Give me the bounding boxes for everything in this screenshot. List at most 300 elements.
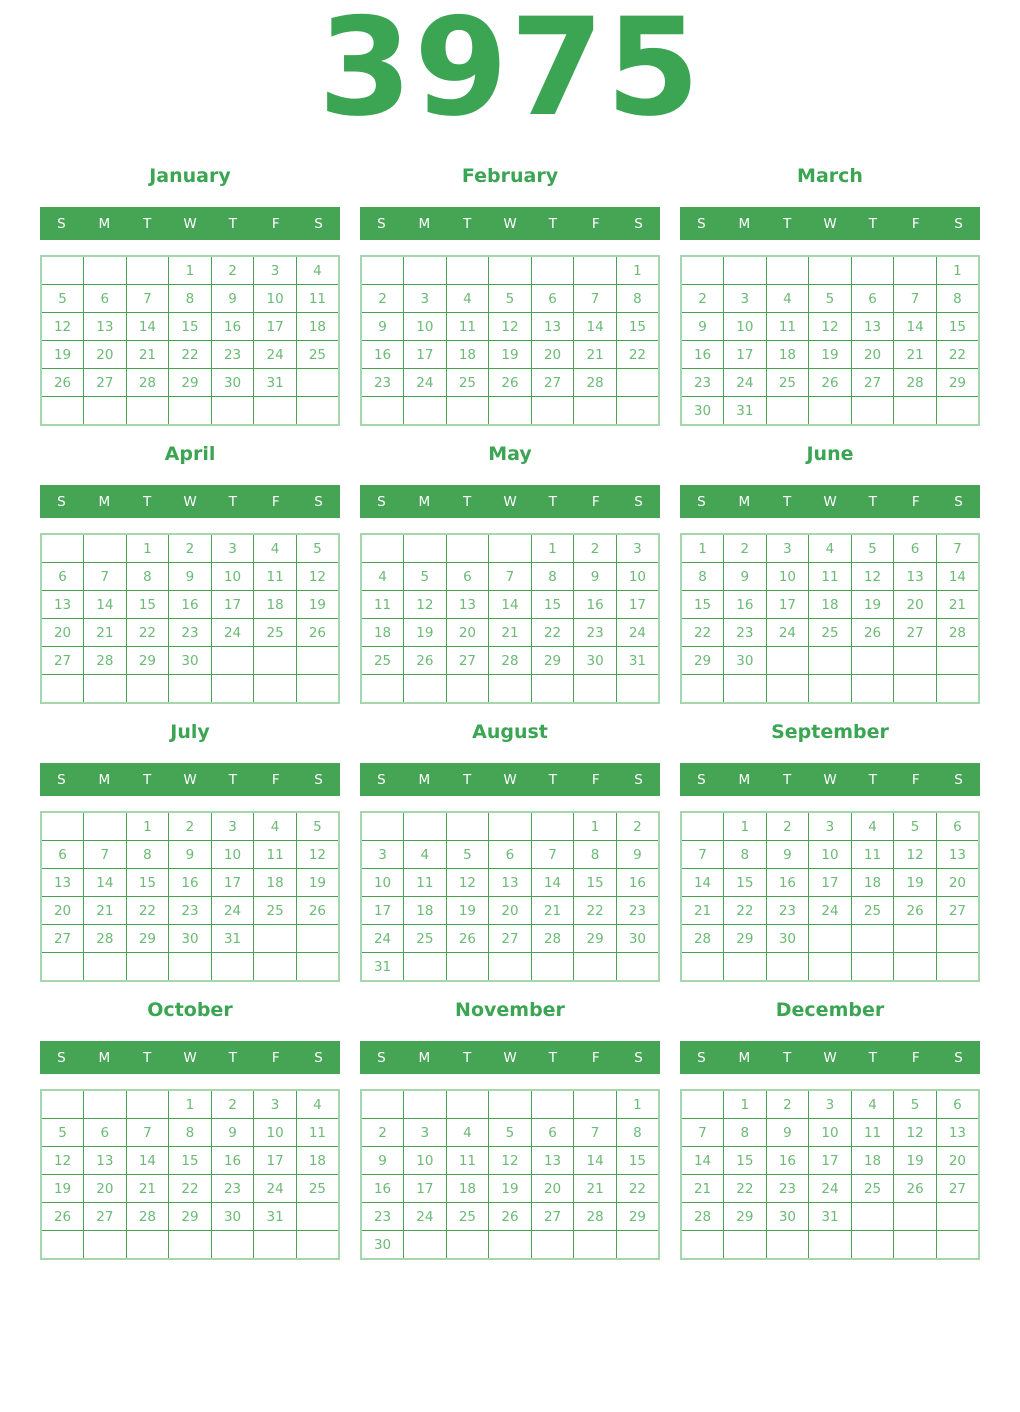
- day-cell: 12: [41, 313, 84, 341]
- day-cell: 27: [531, 1203, 574, 1231]
- day-cell: 17: [809, 869, 852, 897]
- day-cell: 1: [574, 812, 617, 841]
- weekday-label: F: [271, 1049, 280, 1066]
- weekday-header-bar: [360, 763, 660, 796]
- day-cell: 20: [936, 1147, 979, 1175]
- empty-day-cell: [531, 256, 574, 285]
- day-cell: 6: [894, 534, 937, 563]
- day-cell: 20: [446, 619, 489, 647]
- empty-day-cell: [361, 256, 404, 285]
- empty-day-cell: [766, 953, 809, 982]
- month-march: [680, 165, 980, 426]
- day-cell: 18: [851, 1147, 894, 1175]
- day-cell: 28: [489, 647, 532, 675]
- day-cell: 9: [766, 1119, 809, 1147]
- empty-day-cell: [851, 953, 894, 982]
- empty-day-cell: [41, 1090, 84, 1119]
- day-cell: 2: [681, 285, 724, 313]
- empty-day-cell: [211, 953, 254, 982]
- day-cell: 24: [809, 897, 852, 925]
- week-row: [361, 841, 659, 869]
- day-cell: 16: [724, 591, 767, 619]
- empty-day-cell: [936, 953, 979, 982]
- week-row: [41, 1119, 339, 1147]
- day-cell: 17: [254, 313, 297, 341]
- day-cell: 6: [489, 841, 532, 869]
- day-cell: 4: [254, 812, 297, 841]
- weekday-label: W: [823, 493, 837, 510]
- day-cell: 26: [894, 897, 937, 925]
- weekday-label: M: [98, 771, 111, 788]
- empty-day-cell: [574, 1090, 617, 1119]
- day-cell: 28: [574, 1203, 617, 1231]
- day-cell: 12: [41, 1147, 84, 1175]
- empty-day-cell: [254, 647, 297, 675]
- month-day-grid: [680, 255, 980, 426]
- empty-day-cell: [404, 1231, 447, 1260]
- day-cell: 22: [126, 897, 169, 925]
- day-cell: 8: [936, 285, 979, 313]
- day-cell: 8: [531, 563, 574, 591]
- day-cell: 13: [41, 869, 84, 897]
- day-cell: 16: [211, 1147, 254, 1175]
- day-cell: 23: [574, 619, 617, 647]
- day-cell: 15: [681, 591, 724, 619]
- day-cell: 10: [211, 841, 254, 869]
- empty-day-cell: [41, 1231, 84, 1260]
- day-cell: 6: [41, 563, 84, 591]
- day-cell: 6: [531, 285, 574, 313]
- day-cell: 14: [574, 1147, 617, 1175]
- day-cell: 3: [766, 534, 809, 563]
- week-row: [361, 534, 659, 563]
- empty-day-cell: [84, 1231, 127, 1260]
- week-row: [681, 841, 979, 869]
- empty-day-cell: [809, 925, 852, 953]
- empty-day-cell: [211, 675, 254, 704]
- day-cell: 26: [809, 369, 852, 397]
- day-cell: 25: [766, 369, 809, 397]
- day-cell: 3: [211, 812, 254, 841]
- empty-day-cell: [574, 953, 617, 982]
- day-cell: 3: [616, 534, 659, 563]
- day-cell: 31: [254, 1203, 297, 1231]
- day-cell: 14: [681, 869, 724, 897]
- week-row: [41, 341, 339, 369]
- weekday-label: T: [463, 493, 472, 510]
- weekday-label: S: [377, 1049, 386, 1066]
- month-day-grid: [40, 533, 340, 704]
- empty-day-cell: [574, 675, 617, 704]
- weekday-label: M: [738, 1049, 751, 1066]
- empty-day-cell: [296, 369, 339, 397]
- day-cell: 8: [616, 1119, 659, 1147]
- day-cell: 6: [84, 1119, 127, 1147]
- day-cell: 25: [296, 341, 339, 369]
- week-row: [361, 619, 659, 647]
- day-cell: 12: [894, 1119, 937, 1147]
- day-cell: 31: [254, 369, 297, 397]
- day-cell: 30: [211, 1203, 254, 1231]
- empty-day-cell: [211, 1231, 254, 1260]
- day-cell: 5: [446, 841, 489, 869]
- empty-day-cell: [489, 534, 532, 563]
- weekday-label: M: [738, 493, 751, 510]
- day-cell: 2: [724, 534, 767, 563]
- day-cell: 29: [681, 647, 724, 675]
- day-cell: 24: [211, 897, 254, 925]
- week-row: [361, 256, 659, 285]
- day-cell: 7: [936, 534, 979, 563]
- week-row: [41, 1090, 339, 1119]
- day-cell: 24: [404, 369, 447, 397]
- month-day-grid: [680, 811, 980, 982]
- month-title: December: [775, 999, 885, 1021]
- empty-day-cell: [766, 1231, 809, 1260]
- month-title: May: [488, 443, 532, 465]
- empty-day-cell: [126, 397, 169, 426]
- day-cell: 9: [169, 841, 212, 869]
- weekday-label: W: [183, 771, 197, 788]
- week-row: [41, 869, 339, 897]
- day-cell: 28: [531, 925, 574, 953]
- day-cell: 27: [851, 369, 894, 397]
- empty-day-cell: [84, 256, 127, 285]
- day-cell: 15: [574, 869, 617, 897]
- month-february: [360, 165, 660, 426]
- day-cell: 2: [616, 812, 659, 841]
- day-cell: 15: [724, 869, 767, 897]
- empty-day-cell: [489, 1090, 532, 1119]
- empty-day-cell: [766, 647, 809, 675]
- weekday-label: W: [503, 493, 517, 510]
- day-cell: 24: [254, 341, 297, 369]
- day-cell: 3: [211, 534, 254, 563]
- week-row: [681, 341, 979, 369]
- empty-day-cell: [851, 1203, 894, 1231]
- weekday-label: M: [738, 771, 751, 788]
- day-cell: 22: [936, 341, 979, 369]
- week-row: [681, 256, 979, 285]
- week-row: [681, 869, 979, 897]
- day-cell: 5: [489, 285, 532, 313]
- day-cell: 10: [404, 313, 447, 341]
- month-april: [40, 443, 340, 704]
- empty-day-cell: [169, 1231, 212, 1260]
- weekday-label: S: [634, 771, 643, 788]
- weekday-label: W: [823, 1049, 837, 1066]
- empty-day-cell: [851, 675, 894, 704]
- day-cell: 31: [809, 1203, 852, 1231]
- day-cell: 10: [211, 563, 254, 591]
- empty-day-cell: [361, 397, 404, 426]
- weekday-header-bar: [680, 485, 980, 518]
- day-cell: 18: [254, 869, 297, 897]
- day-cell: 11: [254, 563, 297, 591]
- weekday-label: S: [57, 215, 66, 232]
- month-title: January: [149, 165, 231, 187]
- weekday-label: W: [823, 215, 837, 232]
- week-row: [41, 953, 339, 982]
- day-cell: 27: [894, 619, 937, 647]
- day-cell: 11: [446, 1147, 489, 1175]
- day-cell: 19: [296, 869, 339, 897]
- day-cell: 29: [936, 369, 979, 397]
- day-cell: 19: [489, 1175, 532, 1203]
- empty-day-cell: [84, 675, 127, 704]
- day-cell: 13: [84, 313, 127, 341]
- day-cell: 10: [361, 869, 404, 897]
- day-cell: 19: [446, 897, 489, 925]
- week-row: [41, 897, 339, 925]
- weekday-label: F: [911, 215, 920, 232]
- empty-day-cell: [404, 812, 447, 841]
- empty-day-cell: [894, 647, 937, 675]
- day-cell: 1: [724, 1090, 767, 1119]
- weekday-label: M: [418, 493, 431, 510]
- day-cell: 19: [41, 1175, 84, 1203]
- week-row: [361, 1119, 659, 1147]
- weekday-header-bar: [360, 485, 660, 518]
- day-cell: 20: [894, 591, 937, 619]
- day-cell: 19: [894, 1147, 937, 1175]
- day-cell: 7: [894, 285, 937, 313]
- empty-day-cell: [296, 1203, 339, 1231]
- day-cell: 26: [851, 619, 894, 647]
- weekday-label: F: [271, 493, 280, 510]
- day-cell: 13: [894, 563, 937, 591]
- day-cell: 27: [41, 925, 84, 953]
- week-row: [361, 563, 659, 591]
- day-cell: 24: [404, 1203, 447, 1231]
- day-cell: 3: [254, 1090, 297, 1119]
- day-cell: 24: [616, 619, 659, 647]
- day-cell: 4: [809, 534, 852, 563]
- weekday-label: W: [503, 771, 517, 788]
- day-cell: 16: [211, 313, 254, 341]
- day-cell: 5: [296, 534, 339, 563]
- empty-day-cell: [809, 1231, 852, 1260]
- weekday-label: M: [98, 1049, 111, 1066]
- day-cell: 26: [296, 897, 339, 925]
- day-cell: 17: [211, 869, 254, 897]
- day-cell: 19: [41, 341, 84, 369]
- week-row: [361, 812, 659, 841]
- month-day-grid: [680, 1089, 980, 1260]
- day-cell: 2: [169, 534, 212, 563]
- day-cell: 24: [254, 1175, 297, 1203]
- day-cell: 1: [616, 256, 659, 285]
- week-row: [681, 897, 979, 925]
- empty-day-cell: [446, 953, 489, 982]
- day-cell: 1: [126, 812, 169, 841]
- weekday-label: S: [697, 493, 706, 510]
- day-cell: 11: [851, 1119, 894, 1147]
- month-november: [360, 999, 660, 1260]
- day-cell: 8: [724, 1119, 767, 1147]
- day-cell: 3: [361, 841, 404, 869]
- day-cell: 15: [616, 313, 659, 341]
- day-cell: 10: [724, 313, 767, 341]
- day-cell: 22: [616, 341, 659, 369]
- day-cell: 8: [126, 563, 169, 591]
- day-cell: 13: [851, 313, 894, 341]
- day-cell: 18: [766, 341, 809, 369]
- day-cell: 16: [361, 1175, 404, 1203]
- week-row: [681, 313, 979, 341]
- day-cell: 15: [724, 1147, 767, 1175]
- week-row: [41, 256, 339, 285]
- day-cell: 9: [211, 285, 254, 313]
- day-cell: 15: [126, 591, 169, 619]
- day-cell: 2: [766, 1090, 809, 1119]
- day-cell: 18: [296, 313, 339, 341]
- empty-day-cell: [531, 397, 574, 426]
- empty-day-cell: [489, 397, 532, 426]
- day-cell: 19: [809, 341, 852, 369]
- empty-day-cell: [169, 953, 212, 982]
- weekday-label: S: [697, 215, 706, 232]
- empty-day-cell: [446, 256, 489, 285]
- weekday-label: S: [954, 493, 963, 510]
- week-row: [361, 647, 659, 675]
- day-cell: 25: [404, 925, 447, 953]
- week-row: [361, 869, 659, 897]
- week-row: [361, 285, 659, 313]
- week-row: [41, 1231, 339, 1260]
- week-row: [361, 1090, 659, 1119]
- day-cell: 11: [361, 591, 404, 619]
- day-cell: 12: [809, 313, 852, 341]
- weekday-label: W: [503, 1049, 517, 1066]
- day-cell: 4: [296, 256, 339, 285]
- month-title: September: [771, 721, 889, 743]
- empty-day-cell: [936, 675, 979, 704]
- month-december: [680, 999, 980, 1260]
- day-cell: 1: [169, 1090, 212, 1119]
- weekday-label: W: [183, 1049, 197, 1066]
- day-cell: 29: [126, 925, 169, 953]
- day-cell: 28: [681, 1203, 724, 1231]
- day-cell: 10: [616, 563, 659, 591]
- week-row: [361, 1147, 659, 1175]
- weekday-header-bar: [360, 1041, 660, 1074]
- day-cell: 29: [574, 925, 617, 953]
- day-cell: 2: [211, 1090, 254, 1119]
- day-cell: 7: [489, 563, 532, 591]
- empty-day-cell: [126, 256, 169, 285]
- weekday-label: M: [418, 771, 431, 788]
- empty-day-cell: [724, 953, 767, 982]
- day-cell: 10: [809, 1119, 852, 1147]
- day-cell: 30: [169, 647, 212, 675]
- day-cell: 25: [296, 1175, 339, 1203]
- day-cell: 7: [681, 841, 724, 869]
- month-title: April: [164, 443, 216, 465]
- day-cell: 11: [254, 841, 297, 869]
- empty-day-cell: [296, 953, 339, 982]
- week-row: [41, 313, 339, 341]
- empty-day-cell: [126, 1090, 169, 1119]
- empty-day-cell: [446, 1090, 489, 1119]
- day-cell: 2: [211, 256, 254, 285]
- week-row: [361, 341, 659, 369]
- day-cell: 31: [361, 953, 404, 982]
- month-day-grid: [680, 533, 980, 704]
- day-cell: 20: [851, 341, 894, 369]
- day-cell: 25: [361, 647, 404, 675]
- day-cell: 14: [489, 591, 532, 619]
- empty-day-cell: [616, 675, 659, 704]
- weekday-label: S: [377, 215, 386, 232]
- day-cell: 11: [296, 1119, 339, 1147]
- day-cell: 14: [531, 869, 574, 897]
- weekday-header-bar: [360, 207, 660, 240]
- week-row: [681, 675, 979, 704]
- week-row: [361, 925, 659, 953]
- weekday-label: T: [463, 1049, 472, 1066]
- empty-day-cell: [851, 397, 894, 426]
- day-cell: 26: [489, 369, 532, 397]
- empty-day-cell: [404, 953, 447, 982]
- day-cell: 26: [446, 925, 489, 953]
- week-row: [681, 285, 979, 313]
- week-row: [41, 841, 339, 869]
- day-cell: 21: [574, 341, 617, 369]
- day-cell: 7: [681, 1119, 724, 1147]
- empty-day-cell: [616, 1231, 659, 1260]
- week-row: [41, 647, 339, 675]
- day-cell: 4: [766, 285, 809, 313]
- week-row: [361, 953, 659, 982]
- empty-day-cell: [84, 534, 127, 563]
- day-cell: 23: [361, 369, 404, 397]
- day-cell: 28: [126, 369, 169, 397]
- day-cell: 17: [404, 341, 447, 369]
- day-cell: 31: [211, 925, 254, 953]
- day-cell: 21: [84, 619, 127, 647]
- empty-day-cell: [296, 1231, 339, 1260]
- week-row: [361, 675, 659, 704]
- day-cell: 17: [724, 341, 767, 369]
- day-cell: 8: [574, 841, 617, 869]
- day-cell: 29: [724, 1203, 767, 1231]
- day-cell: 14: [84, 869, 127, 897]
- empty-day-cell: [404, 534, 447, 563]
- weekday-label: S: [57, 771, 66, 788]
- week-row: [41, 1203, 339, 1231]
- day-cell: 1: [724, 812, 767, 841]
- weekday-label: T: [143, 215, 152, 232]
- day-cell: 7: [84, 841, 127, 869]
- empty-day-cell: [936, 397, 979, 426]
- week-row: [41, 925, 339, 953]
- weekday-label: F: [911, 771, 920, 788]
- weekday-label: F: [591, 1049, 600, 1066]
- day-cell: 8: [681, 563, 724, 591]
- empty-day-cell: [84, 397, 127, 426]
- day-cell: 21: [489, 619, 532, 647]
- empty-day-cell: [809, 675, 852, 704]
- day-cell: 25: [446, 369, 489, 397]
- day-cell: 21: [936, 591, 979, 619]
- day-cell: 31: [616, 647, 659, 675]
- day-cell: 21: [126, 341, 169, 369]
- day-cell: 16: [766, 1147, 809, 1175]
- day-cell: 12: [489, 313, 532, 341]
- week-row: [41, 534, 339, 563]
- day-cell: 9: [361, 313, 404, 341]
